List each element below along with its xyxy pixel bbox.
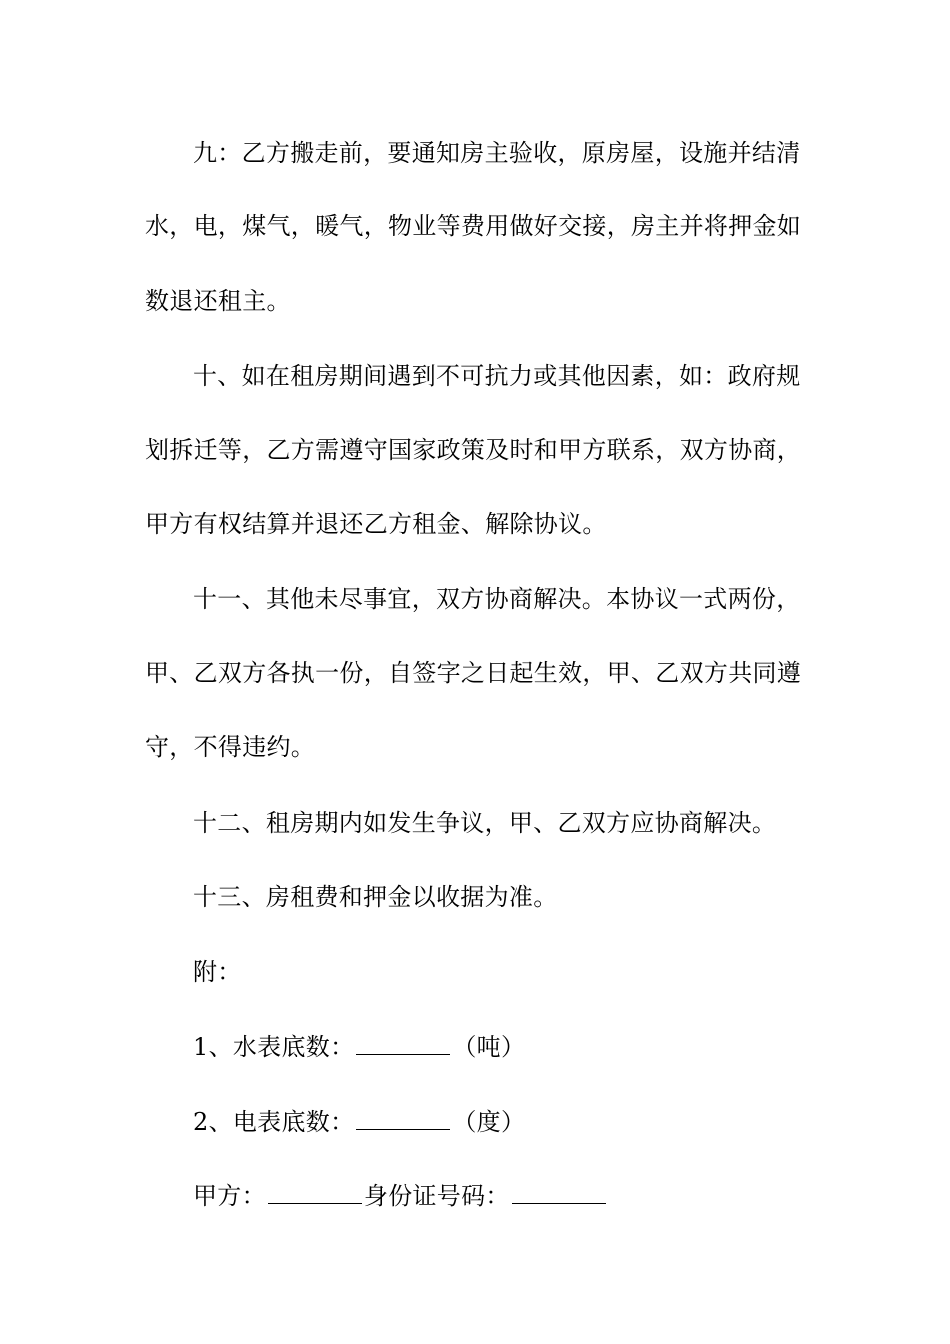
- water-meter-unit: （吨）: [452, 1033, 526, 1061]
- party-a-id-label: 身份证号码：: [363, 1182, 510, 1210]
- clause-9-line-3: 数退还租主。: [145, 287, 291, 315]
- electric-meter-row: [193, 1107, 873, 1137]
- electric-meter-blank[interactable]: [356, 1107, 450, 1130]
- electric-meter-label: 2、电表底数：: [193, 1108, 355, 1136]
- clause-10-line-3: 甲方有权结算并退还乙方租金、解除协议。: [145, 510, 607, 538]
- clause-9-line-2: 水，电，煤气，暖气，物业等费用做好交接，房主并将押金如: [145, 212, 802, 240]
- water-meter-label: 1、水表底数：: [193, 1033, 355, 1061]
- clause-10-line-1: 十、如在租房期间遇到不可抗力或其他因素，如：政府规: [193, 362, 801, 390]
- electric-meter-unit: （度）: [452, 1108, 526, 1136]
- party-a-id-blank[interactable]: [512, 1181, 606, 1204]
- clause-10-line-2: 划拆迁等，乙方需遵守国家政策及时和甲方联系，双方协商，: [145, 436, 802, 464]
- clause-13-line-1: 十三、房租费和押金以收据为准。: [193, 883, 558, 911]
- party-a-row: [193, 1181, 873, 1211]
- water-meter-blank[interactable]: [356, 1032, 450, 1055]
- clause-11-line-1: 十一、其他未尽事宜，双方协商解决。本协议一式两份，: [193, 585, 801, 613]
- clause-11-line-3: 守，不得违约。: [145, 733, 316, 761]
- party-a-label: 甲方：: [193, 1182, 266, 1210]
- clause-11-line-2: 甲、乙双方各执一份，自签字之日起生效，甲、乙双方共同遵: [145, 659, 802, 687]
- appendix-label: 附：: [193, 958, 242, 986]
- clause-9-line-1: 九：乙方搬走前，要通知房主验收，原房屋，设施并结清: [193, 139, 801, 167]
- party-a-name-blank[interactable]: [268, 1181, 362, 1204]
- clause-12-line-1: 十二、租房期内如发生争议，甲、乙双方应协商解决。: [193, 809, 777, 837]
- water-meter-row: [193, 1032, 873, 1062]
